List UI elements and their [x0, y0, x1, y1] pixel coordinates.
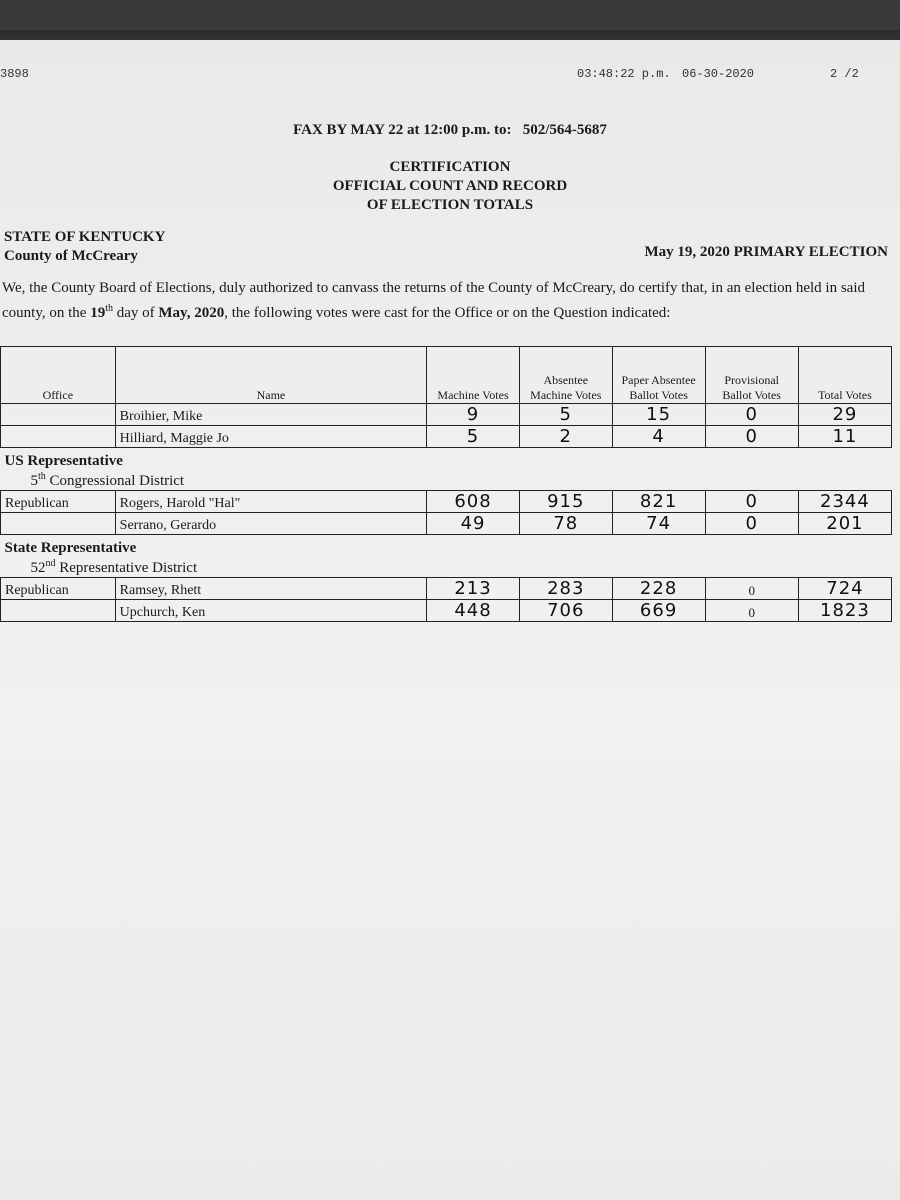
office-cell: [1, 600, 116, 622]
district-label: [1, 470, 892, 491]
absentee-machine-votes: 78: [519, 513, 612, 535]
provisional-votes: 0: [705, 600, 798, 622]
header-machine-votes: Machine Votes: [427, 347, 520, 404]
absentee-machine-votes: 283: [519, 578, 612, 600]
state-name: STATE OF KENTUCKY: [4, 229, 166, 245]
cert-line-2: OFFICIAL COUNT AND RECORD: [332, 178, 568, 194]
header-absentee-machine-votes: Absentee Machine Votes: [519, 347, 612, 404]
candidate-name: Ramsey, Rhett: [115, 578, 427, 600]
absentee-machine-votes: 915: [519, 491, 612, 513]
machine-votes: 5: [427, 426, 520, 448]
paper-absentee-votes: 228: [612, 578, 705, 600]
district-row: [1, 557, 892, 578]
paper-absentee-votes: 4: [612, 426, 705, 448]
absentee-machine-votes: 5: [519, 404, 612, 426]
total-votes: 11: [798, 426, 891, 448]
fax-instruction: FAX BY MAY 22 at 12:00 p.m. to: 502/564-5687: [293, 122, 607, 138]
document-page: [0, 40, 900, 1200]
paper-absentee-votes: 74: [612, 513, 705, 535]
provisional-votes: 0: [705, 404, 798, 426]
fax-time: 03:48:22 p.m.: [577, 67, 671, 81]
paper-absentee-votes: 15: [612, 404, 705, 426]
total-votes: 201: [798, 513, 891, 535]
machine-votes: 608: [427, 491, 520, 513]
table-row: [1, 426, 892, 448]
header-name: Name: [115, 347, 427, 404]
certification-title: [0, 158, 900, 215]
district-text: Representative District: [55, 560, 198, 576]
total-votes: 29: [798, 404, 891, 426]
district-number: 52: [30, 560, 46, 576]
district-label: [1, 557, 892, 578]
section-heading-row: [1, 535, 892, 558]
district-suffix: th: [38, 471, 46, 482]
table-header-row: [1, 347, 892, 404]
header-provisional-votes: Provisional Ballot Votes: [705, 347, 798, 404]
office-cell: [1, 513, 116, 535]
county-name: County of McCreary: [4, 248, 138, 264]
fax-date: 06-30-2020: [682, 67, 755, 81]
candidate-name: Upchurch, Ken: [115, 600, 427, 622]
table-row: [1, 491, 892, 513]
intro-day: 19: [90, 305, 106, 321]
fax-id: 3898: [0, 67, 29, 81]
provisional-votes: 0: [705, 578, 798, 600]
office-cell: [1, 404, 116, 426]
intro-day-suffix: th: [105, 303, 113, 314]
paper-absentee-votes: 821: [612, 491, 705, 513]
intro-month: May, 2020: [158, 305, 225, 321]
provisional-votes: 0: [705, 491, 798, 513]
candidate-name: Broihier, Mike: [115, 404, 427, 426]
header-office: Office: [1, 347, 116, 404]
total-votes: 724: [798, 578, 891, 600]
table-row: [1, 513, 892, 535]
table-row: [1, 600, 892, 622]
total-votes: 1823: [798, 600, 891, 622]
fax-page: 2 /2: [830, 67, 859, 81]
table-row: [1, 404, 892, 426]
office-cell: Republican: [1, 578, 116, 600]
absentee-machine-votes: 2: [519, 426, 612, 448]
candidate-name: Rogers, Harold "Hal": [115, 491, 427, 513]
election-title: May 19, 2020 PRIMARY ELECTION: [644, 244, 888, 260]
district-row: [1, 470, 892, 491]
intro-part-3: , the following votes were cast for the Office or on the Question indicated:: [224, 305, 671, 321]
machine-votes: 49: [427, 513, 520, 535]
district-text: Congressional District: [45, 473, 185, 489]
vote-totals-table: [0, 346, 892, 622]
section-title-state-representative: State Representative: [4, 540, 137, 556]
machine-votes: 9: [427, 404, 520, 426]
cert-line-3: OF ELECTION TOTALS: [366, 197, 534, 213]
absentee-machine-votes: 706: [519, 600, 612, 622]
district-number: 5: [30, 473, 38, 489]
cert-line-1: CERTIFICATION: [389, 159, 511, 175]
header-total-votes: Total Votes: [798, 347, 891, 404]
district-suffix: nd: [45, 558, 56, 569]
provisional-votes: 0: [705, 513, 798, 535]
candidate-name: Hilliard, Maggie Jo: [115, 426, 427, 448]
office-cell: [1, 426, 116, 448]
intro-part-2: day of: [112, 305, 159, 321]
candidate-name: Serrano, Gerardo: [115, 513, 427, 535]
table-row: [1, 578, 892, 600]
machine-votes: 213: [427, 578, 520, 600]
certification-statement: [2, 276, 892, 326]
paper-absentee-votes: 669: [612, 600, 705, 622]
provisional-votes: 0: [705, 426, 798, 448]
total-votes: 2344: [798, 491, 891, 513]
section-heading-row: [1, 448, 892, 471]
section-title-us-representative: US Representative: [4, 453, 123, 469]
machine-votes: 448: [427, 600, 520, 622]
intro-part-1: We, the County Board of Elections, duly authorized to canvass the returns of the County of McCreary, do certify that, in an election held in said county, on the: [2, 280, 866, 321]
state-county-block: [4, 228, 165, 266]
header-paper-absentee-votes: Paper Absentee Ballot Votes: [612, 347, 705, 404]
office-cell: Republican: [1, 491, 116, 513]
